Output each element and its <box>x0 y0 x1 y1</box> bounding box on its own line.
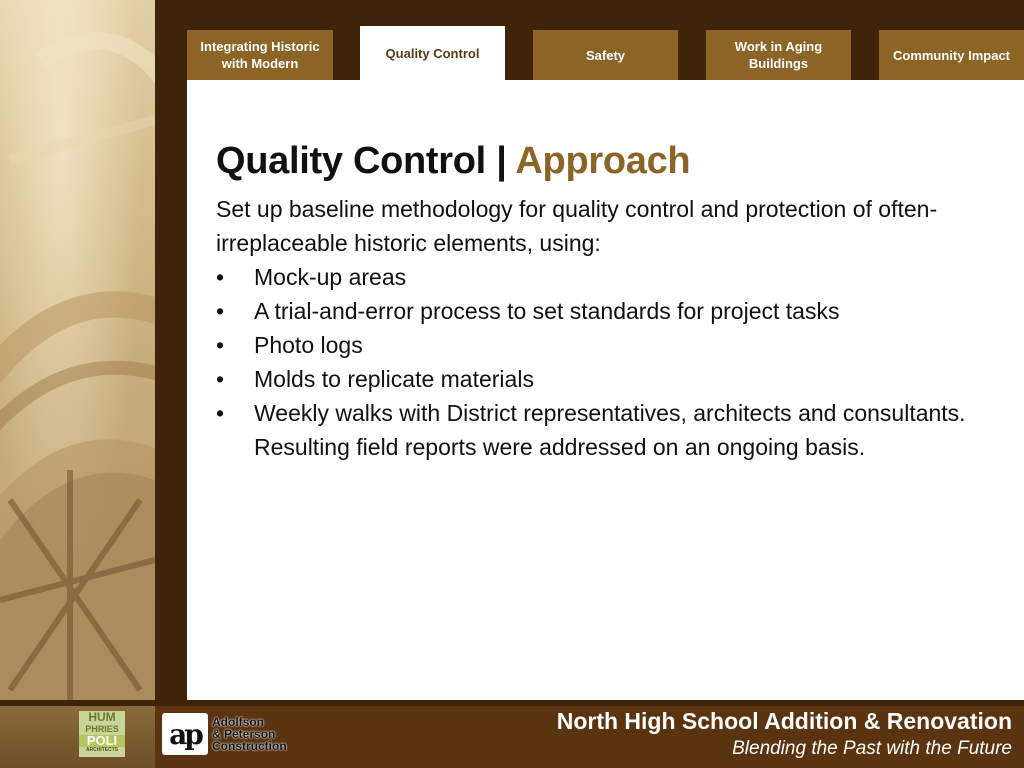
footer-subtitle: Blending the Past with the Future <box>732 738 1012 759</box>
slide-title <box>216 140 690 183</box>
archway-illustration <box>0 0 155 700</box>
list-item: • Photo logs <box>216 328 996 362</box>
tab-label: Work in Aging Buildings <box>734 39 823 71</box>
tab-community-impact[interactable] <box>879 30 1024 80</box>
tab-label: Community Impact <box>892 47 1010 63</box>
tab-label: Quality Control <box>385 45 480 61</box>
ap-logo-mark: ap <box>162 713 208 755</box>
list-item: • Mock-up areas <box>216 260 996 294</box>
slide-title-main: Quality Control | <box>216 140 516 182</box>
footer-photo-strip <box>0 706 155 768</box>
bullet-icon: • <box>216 400 225 426</box>
tab-label: Integrating Historic with Modern <box>200 39 320 71</box>
tab-work-in-aging-buildings[interactable] <box>706 30 851 80</box>
tab-quality-control[interactable] <box>360 26 505 80</box>
ap-logo-words: Adolfson & Peterson Construction <box>212 715 287 753</box>
tab-safety[interactable] <box>533 30 678 80</box>
tab-label: Safety <box>585 47 626 63</box>
adolfson-peterson-logo <box>162 712 307 756</box>
intro-paragraph: Set up baseline methodology for quality control and protection of often-irreplaceable historic elements, using: <box>216 196 938 256</box>
bullet-icon: • <box>216 366 225 392</box>
list-item: • A trial-and-error process to set standards for project tasks <box>216 294 996 328</box>
tab-integrating-historic-with-modern[interactable] <box>187 30 333 80</box>
footer-title: North High School Addition & Renovation <box>556 708 1012 734</box>
bullet-icon: • <box>216 264 225 290</box>
slide-body <box>216 192 996 464</box>
list-item: • Weekly walks with District representatives, architects and consultants. Resulting field reports were addressed on an ongoing basis. <box>216 396 996 464</box>
bullet-list <box>216 260 996 464</box>
slide-title-accent: Approach <box>515 140 691 182</box>
left-frame-stripe <box>155 0 187 700</box>
list-item: • Molds to replicate materials <box>216 362 996 396</box>
bullet-icon: • <box>216 298 225 324</box>
humphries-poli-logo: HUM PHRIES POLI ARCHITECTS <box>79 711 125 757</box>
bullet-icon: • <box>216 332 225 358</box>
tab-bar <box>187 28 1024 80</box>
decorative-archway-photo <box>0 0 155 700</box>
